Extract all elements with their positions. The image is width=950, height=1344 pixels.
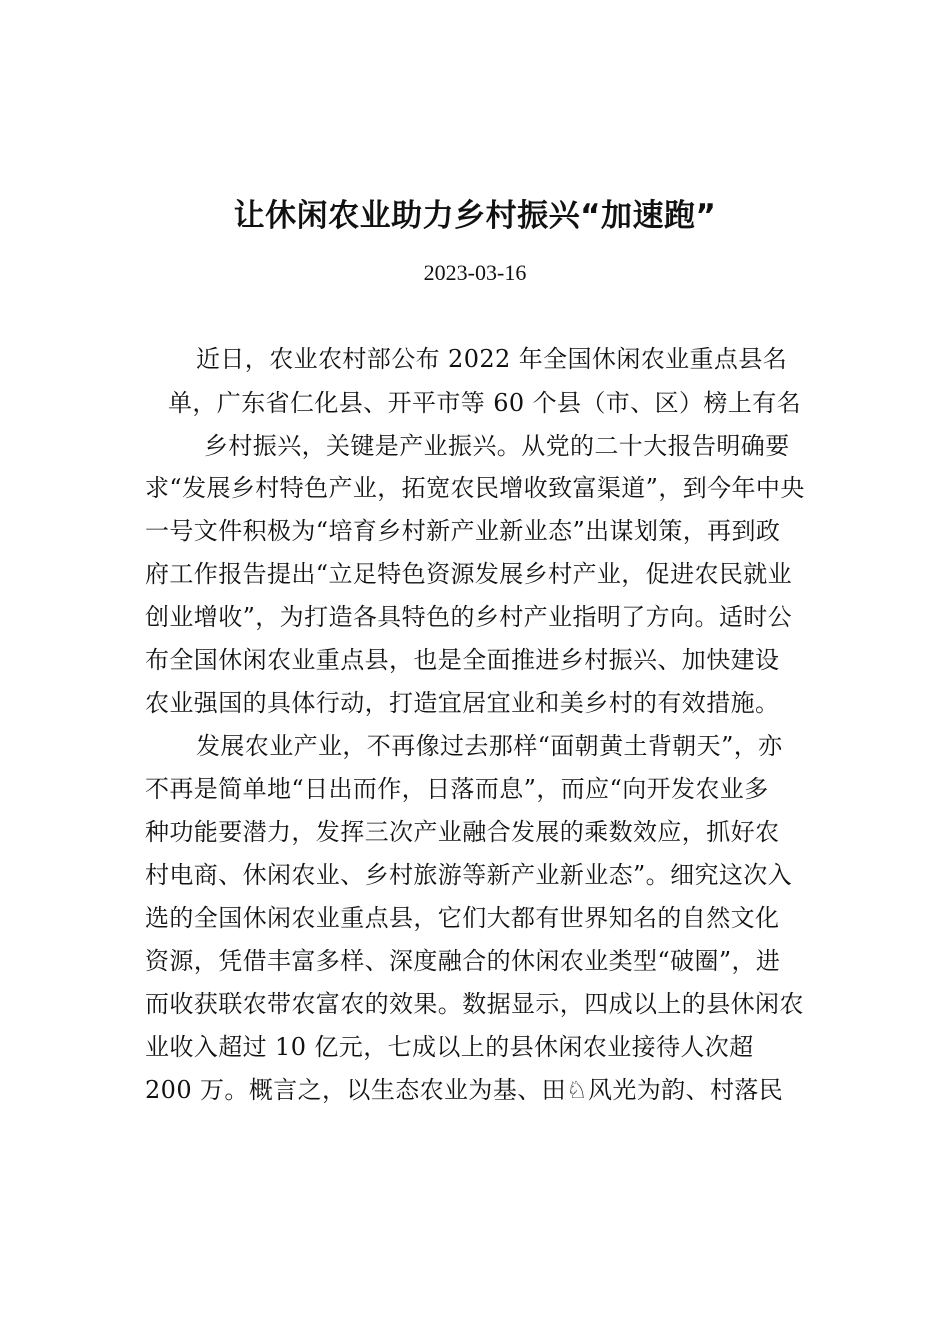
article-title: 让休闲农业助力乡村振兴“加速跑”	[233, 198, 717, 234]
body-line: 不再是简单地“日出而作，日落而息”，而应“向开发农业多	[145, 775, 769, 803]
body-line: 乡村振兴，关键是产业振兴。从党的二十大报告明确要	[204, 432, 790, 460]
body-line: 种功能要潜力，发挥三次产业融合发展的乘数效应，抓好农	[145, 818, 780, 846]
body-line: 近日，农业农村部公布 2022 年全国休闲农业重点县名	[196, 345, 788, 373]
body-line: 单，广东省仁化县、开平市等 60 个县（市、区）榜上有名	[168, 389, 801, 417]
body-line: 发展农业产业，不再像过去那样“面朝黄土背朝天”，亦	[196, 732, 783, 760]
body-line: 选的全国休闲农业重点县，它们大都有世界知名的自然文化	[145, 904, 780, 932]
body-line: 村电商、休闲农业、乡村旅游等新产业新业态”。细究这次入	[145, 861, 793, 889]
body-line: 创业增收”，为打造各具特色的乡村产业指明了方向。适时公	[145, 603, 793, 631]
body-line: 而收获联农带农富农的效果。数据显示，四成以上的县休闲农	[145, 990, 804, 1018]
body-line: 求“发展乡村特色产业，拓宽农民增收致富渠道”，到今年中央	[145, 474, 805, 502]
body-line: 业收入超过 10 亿元，七成以上的县休闲农业接待人次超	[145, 1033, 754, 1061]
body-line: 农业强国的具体行动，打造宜居宜业和美乡村的有效措施。	[145, 689, 780, 717]
body-line: 一号文件积极为“培育乡村新产业新业态”出谋划策，再到政	[145, 517, 781, 545]
body-line: 布全国休闲农业重点县，也是全面推进乡村振兴、加快建设	[145, 646, 780, 674]
body-line: 200 万。概言之，以生态农业为基、田♘风光为韵、村落民	[145, 1076, 784, 1104]
body-line: 资源，凭借丰富多样、深度融合的休闲农业类型“破圈”，进	[145, 947, 781, 975]
article-date: 2023-03-16	[423, 260, 527, 285]
body-line: 府工作报告提出“立足特色资源发展乡村产业，促进农民就业	[145, 560, 793, 588]
